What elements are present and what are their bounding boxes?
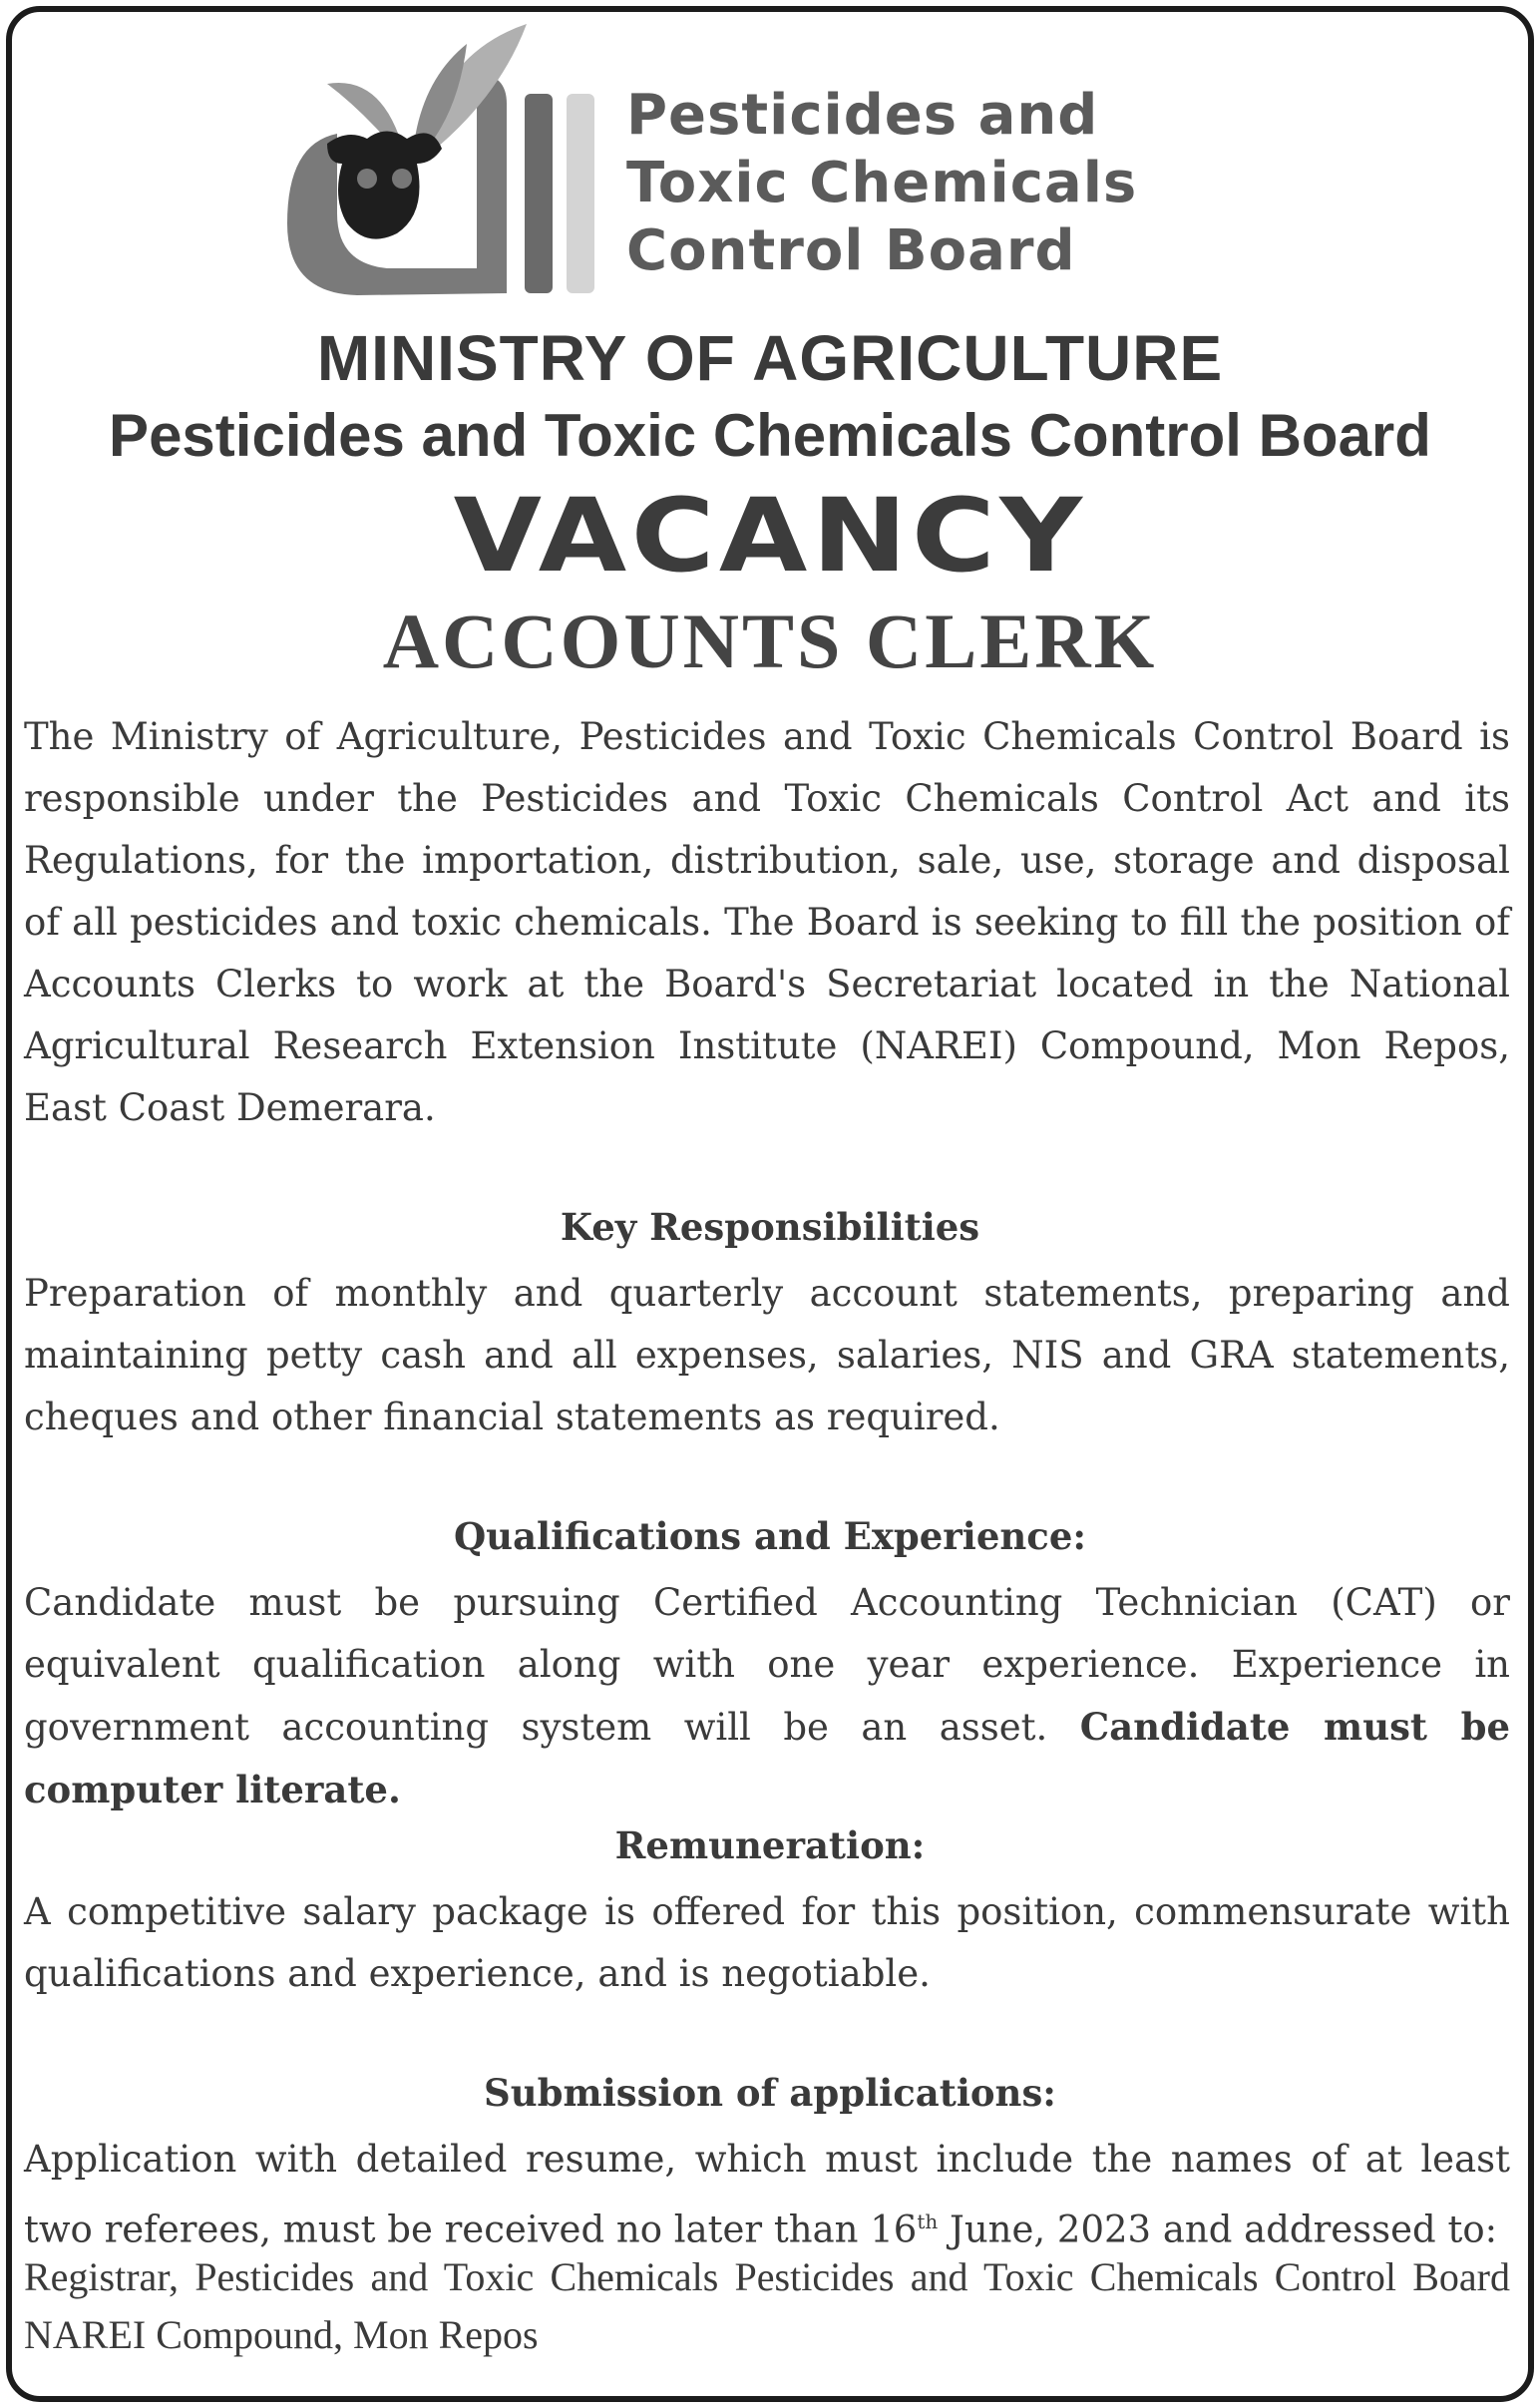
logo-line-1: Pesticides and — [626, 83, 1099, 148]
qualifications-text — [24, 1572, 1510, 1821]
logo-line-2: Toxic Chemicals — [626, 151, 1138, 215]
logo-wordmark — [626, 82, 1137, 285]
qualifications-body: Candidate must be pursuing Certified Accounting Technician (CAT) or equivalent qualification along with one year experience. Experience in government accounting system will be an asset. — [24, 1581, 1510, 1749]
responsibilities-heading: Key Responsibilities — [560, 1205, 980, 1249]
qualifications-heading: Qualifications and Experience: — [453, 1514, 1087, 1558]
ministry-title: MINISTRY OF AGRICULTURE — [316, 322, 1224, 394]
intro-paragraph: The Ministry of Agriculture, Pesticides and Toxic Chemicals Control Board is responsible under the Pesticides and Toxic Chemicals Control Act and its Regulations, for the importation, distribution, sale, use, storage and disposal of all pesticides and toxic chemicals. The Board is seeking to fill the position of Accounts Clerks to work at the Board's Secretariat located in the National Agricultural Research Extension Institute (NAREI) Compound, Mon Repos, East Coast Demerara. — [24, 715, 1510, 1129]
submission-deadline: June, 2023 and addressed to: — [938, 2207, 1498, 2251]
board-title: Pesticides and Toxic Chemicals Control Board — [109, 402, 1431, 469]
logo-line-3: Control Board — [626, 218, 1076, 283]
date-superscript: th — [917, 2209, 939, 2233]
computer-literate-requirement: Candidate must be computer literate. — [24, 1705, 1511, 1811]
logo-emblem-icon — [267, 14, 606, 303]
remuneration-text: A competitive salary package is offered for this position, commensurate with qualifications and experience, and is negotiable. — [24, 1890, 1510, 1995]
submission-address: Registrar, Pesticides and Toxic Chemicals Pesticides and Toxic Chemicals Control Board NAREI Compound, Mon Repos — [24, 2254, 1510, 2357]
position-title: ACCOUNTS CLERK — [382, 598, 1158, 684]
submission-text — [24, 2129, 1510, 2260]
responsibilities-text: Preparation of monthly and quarterly account statements, preparing and maintaining petty cash and all expenses, salaries, NIS and GRA statements, cheques and other financial statements as required. — [24, 1272, 1510, 1438]
submission-heading: Submission of applications: — [484, 2071, 1056, 2115]
submission-body: Application with detailed resume, which must include the names of at least two referees, must be received no later than 16 — [24, 2138, 1510, 2251]
remuneration-heading: Remuneration: — [614, 1823, 926, 1867]
vacancy-heading: VACANCY — [453, 477, 1087, 596]
board-logo — [267, 14, 1225, 303]
